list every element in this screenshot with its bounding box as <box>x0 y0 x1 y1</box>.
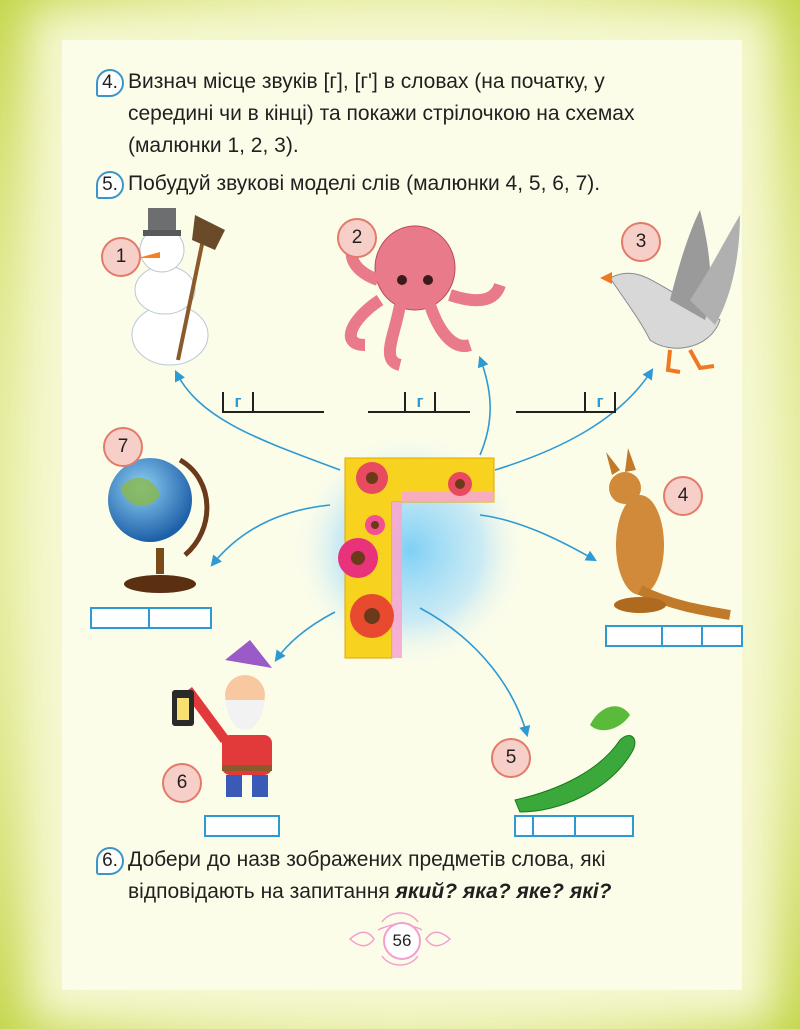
scheme-end-letter: г <box>596 392 604 411</box>
picture-label-1: 1 <box>101 237 141 277</box>
scheme-middle <box>368 392 470 412</box>
sound-cell[interactable] <box>514 815 534 837</box>
cucumber-picture <box>515 706 635 812</box>
sound-cell[interactable] <box>90 607 150 629</box>
task-4-line-1: Визнач місце звуків [г], [г'] в словах (на початку, у <box>128 70 605 93</box>
sound-cell[interactable] <box>574 815 634 837</box>
sound-model-4 <box>605 625 743 645</box>
scheme-end <box>516 392 616 412</box>
goose-picture <box>600 210 740 372</box>
globe-picture <box>108 458 207 593</box>
task-4-number: 4. <box>96 69 124 97</box>
task-5-number: 5. <box>96 171 124 199</box>
picture-label-3: 3 <box>621 222 661 262</box>
sound-cell[interactable] <box>148 607 212 629</box>
task-5-line-1: Побудуй звукові моделі слів (малюнки 4, 5, 6, 7). <box>128 172 601 195</box>
snowman-picture <box>132 208 225 365</box>
picture-label-5: 5 <box>491 738 531 778</box>
scheme-start <box>222 392 324 412</box>
sound-cell[interactable] <box>661 625 703 647</box>
sound-cell[interactable] <box>701 625 743 647</box>
scheme-start-letter: г <box>234 392 242 411</box>
picture-label-7: 7 <box>103 427 143 467</box>
page-number-ornament <box>340 908 460 968</box>
sound-cell[interactable] <box>532 815 576 837</box>
sound-model-7 <box>90 607 212 627</box>
task-4-line-2: середині чи в кінці) та покажи стрілочкою на схемах <box>128 102 635 125</box>
page-number: 56 <box>383 922 421 960</box>
picture-label-4: 4 <box>663 476 703 516</box>
picture-label-2: 2 <box>337 218 377 258</box>
central-letter <box>420 510 421 511</box>
task-6-questions: який? яка? яке? які? <box>395 880 612 903</box>
task-4-line-3: (малюнки 1, 2, 3). <box>128 134 299 157</box>
sound-model-5 <box>514 815 634 835</box>
task-6-line-2 <box>128 876 612 908</box>
kangaroo-picture <box>606 448 730 615</box>
sound-cell[interactable] <box>204 815 280 837</box>
sound-model-6 <box>204 815 280 835</box>
sound-cell[interactable] <box>605 625 663 647</box>
picture-label-6: 6 <box>162 763 202 803</box>
task-6-line-1: Добери до назв зображених предметів слова, які <box>128 848 606 871</box>
task-6 <box>102 844 612 908</box>
task-6-number: 6. <box>96 847 124 875</box>
scheme-middle-letter: г <box>416 392 424 411</box>
task-6-line-2-text: відповідають на запитання <box>128 880 396 903</box>
